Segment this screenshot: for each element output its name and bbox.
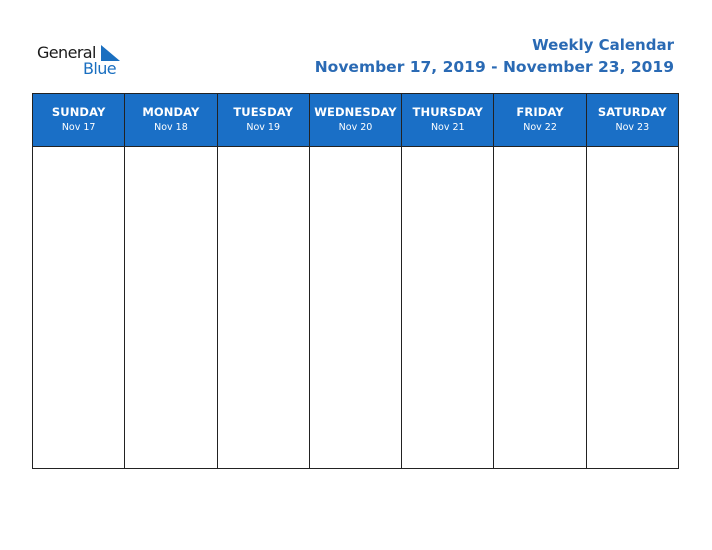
day-cell[interactable]	[125, 147, 216, 468]
day-header	[310, 94, 401, 147]
day-header	[33, 94, 124, 147]
day-name: SUNDAY	[51, 105, 106, 119]
day-header	[587, 94, 678, 147]
day-cell[interactable]	[587, 147, 678, 468]
day-date: Nov 17	[61, 122, 96, 133]
day-date: Nov 20	[338, 122, 373, 133]
day-date: Nov 19	[246, 122, 281, 133]
logo-word-blue: Blue	[83, 59, 117, 78]
logo-word-general: General	[37, 43, 96, 62]
day-date: Nov 18	[154, 122, 188, 133]
day-name: MONDAY	[142, 105, 200, 119]
day-cell[interactable]	[218, 147, 309, 468]
brand-logo	[37, 43, 137, 79]
day-column-wednesday	[310, 94, 402, 468]
day-header	[402, 94, 493, 147]
day-cell[interactable]	[310, 147, 401, 468]
day-date: Nov 23	[615, 122, 650, 133]
day-name: FRIDAY	[516, 105, 564, 119]
date-range: November 17, 2019 - November 23, 2019	[314, 58, 674, 76]
day-name: THURSDAY	[412, 105, 483, 119]
day-header	[494, 94, 585, 147]
day-cell[interactable]	[402, 147, 493, 468]
weekly-calendar-grid	[32, 93, 679, 469]
day-header	[125, 94, 216, 147]
day-column-saturday	[587, 94, 678, 468]
day-column-sunday	[33, 94, 125, 468]
day-column-monday	[125, 94, 217, 468]
day-column-tuesday	[218, 94, 310, 468]
day-cell[interactable]	[33, 147, 124, 468]
day-name: TUESDAY	[233, 105, 294, 119]
day-date: Nov 21	[430, 122, 465, 133]
day-name: WEDNESDAY	[314, 105, 397, 119]
header-title-block	[315, 34, 674, 78]
day-column-thursday	[402, 94, 494, 468]
page-title: Weekly Calendar	[532, 36, 674, 54]
day-name: SATURDAY	[597, 105, 667, 119]
day-column-friday	[494, 94, 586, 468]
day-date: Nov 22	[523, 122, 557, 133]
day-header	[218, 94, 309, 147]
day-cell[interactable]	[494, 147, 585, 468]
